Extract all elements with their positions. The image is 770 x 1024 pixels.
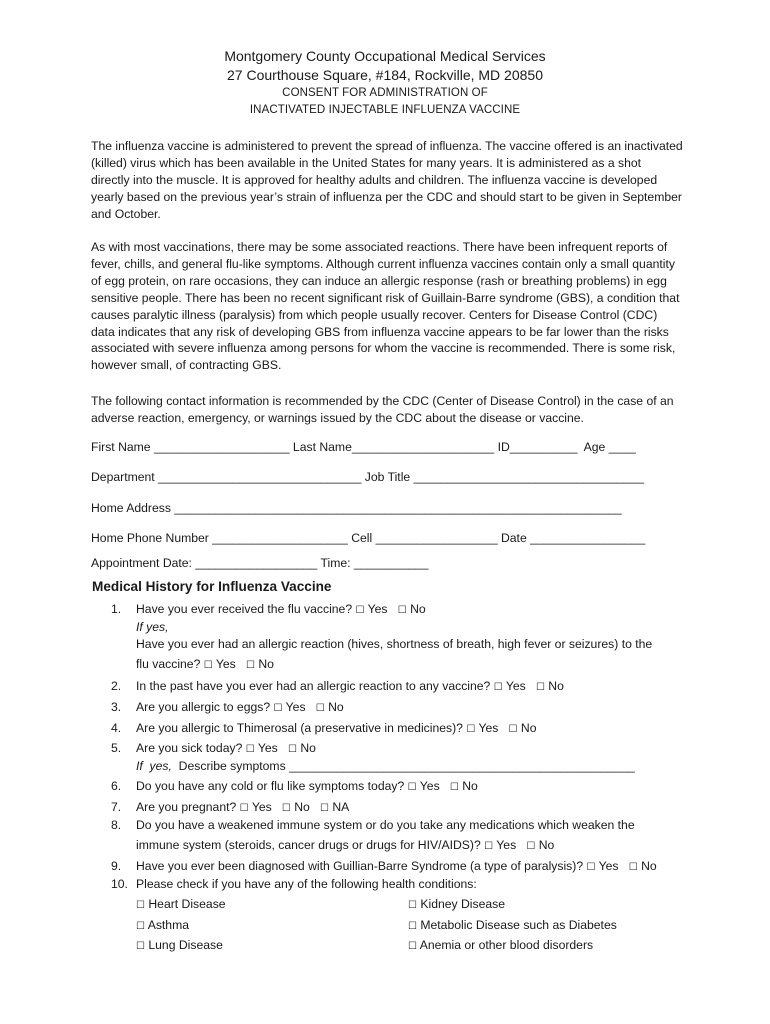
na-checkbox[interactable]: ☐ <box>320 803 329 814</box>
question-text: Have you ever been diagnosed with Guillian-Barre Syndrome (a type of paralysis)? <box>136 859 587 873</box>
if-yes-label: If yes, <box>136 620 169 634</box>
contact-info-paragraph: The following contact information is recommended by the CDC (Center of Disease Control) in the case of an adverse reaction, emergency, or warnings issued by the CDC about the disease or vaccine. <box>91 394 674 425</box>
yes-label: Yes <box>598 859 619 873</box>
no-checkbox[interactable]: ☐ <box>535 682 545 693</box>
yes-label: Yes <box>251 800 272 814</box>
question-6 <box>136 779 478 793</box>
question-number: 10. <box>111 877 128 891</box>
question-number: 4. <box>111 721 122 735</box>
form-title-line-1: CONSENT FOR ADMINISTRATION OF <box>282 87 488 99</box>
yes-label: Yes <box>496 838 517 852</box>
question-3 <box>136 700 344 714</box>
condition-anemia <box>408 938 593 952</box>
question-number: 7. <box>111 800 122 814</box>
anemia-checkbox[interactable]: ☐ <box>408 941 417 952</box>
condition-asthma <box>136 918 189 932</box>
yes-checkbox[interactable]: ☐ <box>203 660 213 671</box>
yes-label: Yes <box>419 779 440 793</box>
question-text: Are you sick today? <box>136 741 246 755</box>
question-text: flu vaccine? <box>136 657 204 671</box>
na-label: NA <box>332 800 350 814</box>
vaccine-description-paragraph: The influenza vaccine is administered to prevent the spread of influenza. The vaccine offered is an inactivated (killed) virus which has been available in the United States for many years. It is administered as a shot directly into the muscle. It is approved for healthy adults and children. The influenza vaccine is developed yearly based on the previous year’s strain of influenza per the CDC and should start to be given in September and October. <box>91 139 683 221</box>
question-number: 6. <box>111 779 122 793</box>
no-label: No <box>300 741 316 755</box>
condition-kidney-disease <box>408 897 505 911</box>
no-checkbox[interactable]: ☐ <box>281 803 291 814</box>
no-label: No <box>641 859 657 873</box>
question-text: Have you ever received the flu vaccine? <box>136 602 356 616</box>
condition-heart-disease <box>136 897 226 911</box>
question-number: 3. <box>111 700 122 714</box>
condition-label: Kidney Disease <box>420 897 506 911</box>
no-label: No <box>538 838 555 852</box>
no-label: No <box>462 779 478 793</box>
no-checkbox[interactable]: ☐ <box>449 782 459 793</box>
condition-metabolic-disease <box>408 918 617 932</box>
lung-disease-checkbox[interactable]: ☐ <box>136 941 145 952</box>
asthma-checkbox[interactable]: ☐ <box>136 921 145 932</box>
question-8: Do you have a weakened immune system or do you take any medications which weaken the <box>136 818 635 832</box>
no-checkbox[interactable]: ☐ <box>397 605 407 616</box>
question-number: 1. <box>111 602 122 616</box>
no-checkbox[interactable]: ☐ <box>628 862 638 873</box>
question-number: 5. <box>111 741 122 755</box>
no-checkbox[interactable]: ☐ <box>245 660 255 671</box>
condition-label: Anemia or other blood disorders <box>419 938 594 952</box>
no-label: No <box>294 800 310 814</box>
yes-label: Yes <box>367 602 388 616</box>
yes-checkbox[interactable]: ☐ <box>484 841 494 852</box>
no-label: No <box>520 721 537 735</box>
yes-checkbox[interactable]: ☐ <box>245 744 255 755</box>
no-label: No <box>328 700 344 714</box>
condition-label: Metabolic Disease such as Diabetes <box>420 918 617 932</box>
condition-lung-disease <box>136 938 223 952</box>
question-1-followup-answer <box>136 657 274 671</box>
heart-disease-checkbox[interactable]: ☐ <box>136 900 145 911</box>
question-text: immune system (steroids, cancer drugs or drugs for HIV/AIDS)? <box>136 838 485 852</box>
if-yes-label: If yes, <box>136 759 172 773</box>
form-title-line-2: INACTIVATED INJECTABLE INFLUENZA VACCINE <box>249 104 521 116</box>
question-number: 2. <box>111 679 122 693</box>
question-9 <box>136 859 657 873</box>
yes-checkbox[interactable]: ☐ <box>493 682 503 693</box>
appointment-fields[interactable]: Appointment Date: __________________ Time: ___________ <box>91 556 429 570</box>
yes-checkbox[interactable]: ☐ <box>355 605 365 616</box>
medical-history-title: Medical History for Influenza Vaccine <box>92 579 332 594</box>
reactions-paragraph: As with most vaccinations, there may be some associated reactions. There have been infrequent reports of fever, chills, and general flu-like symptoms. Although current influenza vaccines contain only a small quantity of egg protein, on rare occasions, they can induce an allergic response (rash or breathing problems) in egg sensitive people. There has been no recent significant risk of Guillain-Barre syndrome (GBS), a condition that causes paralytic illness (paralysis) from which people usually recover. Centers for Disease Control (CDC) data indicates that any risk of developing GBS from influenza vaccine appears to be far lower than the risks associated with severe influenza among persons for whom the vaccine is recommended. There is some risk, however small, of contracting GBS. <box>91 240 680 373</box>
yes-checkbox[interactable]: ☐ <box>273 703 283 714</box>
question-1-followup: Have you ever had an allergic reaction (hives, shortness of breath, high fever or seizures) to the <box>136 637 653 651</box>
yes-label: Yes <box>285 700 306 714</box>
question-2 <box>136 679 564 693</box>
describe-symptoms-field[interactable] <box>136 759 635 773</box>
no-checkbox[interactable]: ☐ <box>315 703 325 714</box>
metabolic-disease-checkbox[interactable]: ☐ <box>408 921 417 932</box>
no-checkbox[interactable]: ☐ <box>287 744 297 755</box>
no-label: No <box>258 657 274 671</box>
question-text: Are you allergic to eggs? <box>136 700 274 714</box>
yes-label: Yes <box>478 721 499 735</box>
organization-name: Montgomery County Occupational Medical Services <box>224 48 546 64</box>
department-jobtitle-fields[interactable]: Department ______________________________ Job Title __________________________________ <box>91 470 645 484</box>
yes-label: Yes <box>215 657 236 671</box>
yes-checkbox[interactable]: ☐ <box>407 782 417 793</box>
question-number: 9. <box>111 859 122 873</box>
question-5 <box>136 741 316 755</box>
yes-checkbox[interactable]: ☐ <box>466 724 476 735</box>
name-id-age-fields[interactable]: First Name ____________________ Last Name_____________________ ID__________ Age ____ <box>91 440 636 454</box>
no-checkbox[interactable]: ☐ <box>508 724 518 735</box>
question-text: Are you pregnant? <box>136 800 240 814</box>
no-checkbox[interactable]: ☐ <box>526 841 536 852</box>
condition-label: Lung Disease <box>148 938 223 952</box>
question-10: Please check if you have any of the following health conditions: <box>136 877 477 891</box>
describe-symptoms-line[interactable]: Describe symptoms ___________________________________________________ <box>171 759 635 773</box>
question-number: 8. <box>111 818 122 832</box>
no-label: No <box>548 679 564 693</box>
question-text: Are you allergic to Thimerosal (a preservative in medicines)? <box>136 721 467 735</box>
no-label: No <box>410 602 426 616</box>
organization-address: 27 Courthouse Square, #184, Rockville, MD 20850 <box>227 67 543 83</box>
kidney-disease-checkbox[interactable]: ☐ <box>408 900 417 911</box>
condition-label: Heart Disease <box>148 897 226 911</box>
yes-checkbox[interactable]: ☐ <box>586 862 596 873</box>
question-text: In the past have you ever had an allergic reaction to any vaccine? <box>136 679 494 693</box>
yes-label: Yes <box>257 741 278 755</box>
condition-label: Asthma <box>147 918 190 932</box>
question-1 <box>136 602 426 616</box>
yes-label: Yes <box>505 679 526 693</box>
yes-checkbox[interactable]: ☐ <box>239 803 249 814</box>
question-4 <box>136 721 537 735</box>
question-8-continued <box>136 838 554 852</box>
home-address-field[interactable]: Home Address __________________________________________________________________ <box>91 501 622 515</box>
phone-cell-date-fields[interactable]: Home Phone Number ____________________ Cell __________________ Date _________________ <box>91 531 646 545</box>
question-7 <box>136 800 349 814</box>
question-text: Do you have any cold or flu like symptoms today? <box>136 779 408 793</box>
